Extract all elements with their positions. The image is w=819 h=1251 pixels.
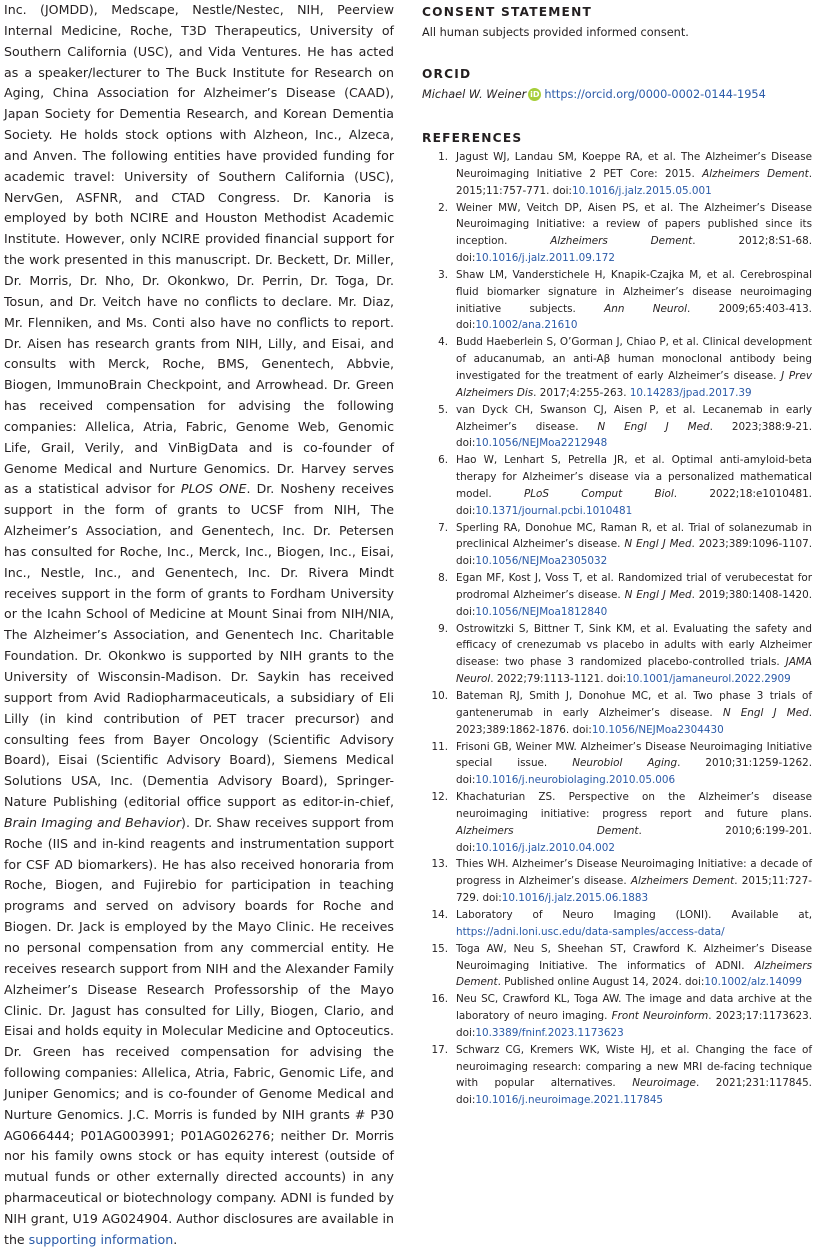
reference-item bbox=[422, 688, 812, 739]
reference-details: . 2010;6:199-201. doi: bbox=[456, 824, 812, 854]
reference-number: 16. bbox=[431, 993, 448, 1006]
reference-item bbox=[422, 907, 812, 941]
reference-text: Schwarz CG, Kremers WK, Wiste HJ, et al. Changing the face of neuroimaging research: comparing a new MRI de-facing technique with popular alternatives. bbox=[456, 1043, 812, 1090]
reference-journal: N Engl J Med bbox=[624, 538, 692, 551]
reference-item bbox=[422, 991, 812, 1042]
reference-text: Jagust WJ, Landau SM, Koeppe RA, et al. The Alzheimer’s Disease Neuroimaging Initiative 2 PET Core: 2015. bbox=[456, 151, 812, 180]
reference-text: Budd Haeberlein S, O’Gorman J, Chiao P, et al. Clinical development of aducanumab, an anti-Aβ human monoclonal antibody being investigated for the treatment of early Alzheimer’s disease. bbox=[456, 336, 812, 382]
reference-journal: Alzheimers Dement bbox=[550, 235, 693, 248]
reference-text: van Dyck CH, Swanson CJ, Aisen P, et al. Lecanemab in early Alzheimer’s disease. bbox=[456, 403, 812, 433]
reference-number: 14. bbox=[431, 908, 448, 921]
reference-item bbox=[422, 941, 812, 992]
reference-doi-link[interactable]: 10.1016/j.jalz.2015.06.1883 bbox=[501, 892, 649, 905]
disclosures-text-1: Inc. (JOMDD), Medscape, Nestle/Nestec, NIH, Peerview Internal Medicine, Roche, T3D Therapeutics, University of Southern California (USC), and Vida Ventures. He has acted as a speaker/lecturer to The Buck Institute for Research on Aging, China Association for Alzheimer’s Disease (CAAD), Japan Society for Dementia Research, and Korean Dementia Society. He holds stock options with Alzheon, Inc., Alzeca, and Anven. The following entities have provided funding for academic travel: University of Southern California (USC), NervGen, ASFNR, and CTAD Congress. Dr. Kanoria is employed by both NCIRE and Houston Methodist Academic Institute. However, only NCIRE provided financial support for the work presented in this manuscript. Dr. Beckett, Dr. Miller, Dr. Morris, Dr. Nho, Dr. Okonkwo, Dr. Perrin, Dr. Toga, Dr. Tosun, and Dr. Veitch have no conflicts to declare. Mr. Diaz, Mr. Flenniken, and Ms. Conti also have no conflicts to report. Dr. Aisen has research grants from NIH, Lilly, and Eisai, and consults with Merck, Roche, BMS, Genentech, Abbvie, Biogen, ImmunoBrain Checkpoint, and Arrowhead. Dr. Green has received compensation for advising the following companies: Allelica, Atria, Fabric, Genome Web, Genomic Life, Grail, Verily, and VinBigData and is co-founder of Genome Medical and Nurture Genomics. Dr. Harvey serves as a statistical advisor for bbox=[4, 2, 394, 497]
reference-number: 10. bbox=[431, 690, 448, 702]
reference-number: 3. bbox=[438, 268, 448, 281]
reference-number: 12. bbox=[431, 791, 448, 804]
reference-journal: PLoS Comput Biol bbox=[523, 487, 674, 500]
disclosures-text-2: . Dr. Nosheny receives support in the form of grants to UCSF from NIH, The Alzheimer’s Association, and Genentech, Inc. Dr. Petersen has consulted for Roche, Inc., Merck, Inc., Biogen, Inc., Eisai, Inc., Nestle, Inc., and Genentech, Inc. Dr. Rivera Mindt receives support in the form of grants to Fordham University or the Icahn School of Medicine at Mount Sinai from NIH/NIA, The Alzheimer’s Association, and Genentech Inc. Charitable Foundation. Dr. Okonkwo is supported by NIH grants to the University of Wisconsin-Madison. Dr. Saykin has received support from Avid Radiopharmaceuticals, a subsidiary of Eli Lilly (in kind contribution of PET tracer precursor) and consulting fees from Bayer Oncology (Scientific Advisory Board), Eisai (Scientific Advisory Board), Siemens Medical Solutions USA, Inc. (Dementia Advisory Board), Springer-Nature Publishing (editorial office support as editor-in-chief, bbox=[4, 481, 394, 810]
reference-number: 7. bbox=[438, 521, 448, 534]
reference-journal: J Prev Alzheimers Dis bbox=[456, 369, 813, 399]
reference-item bbox=[422, 452, 812, 519]
reference-doi-link[interactable]: 10.1016/j.jalz.2010.04.002 bbox=[475, 841, 616, 854]
orcid-entry bbox=[422, 88, 766, 101]
reference-number: 17. bbox=[431, 1043, 448, 1056]
references-heading: REFERENCES bbox=[422, 131, 523, 145]
reference-doi-link[interactable]: 10.1016/j.jalz.2015.05.001 bbox=[572, 184, 712, 197]
consent-heading: CONSENT STATEMENT bbox=[422, 5, 592, 19]
reference-details: . 2023;389:1096-1107. doi: bbox=[456, 538, 812, 568]
reference-item bbox=[422, 1042, 812, 1109]
reference-doi-link[interactable]: 10.1016/j.neuroimage.2021.117845 bbox=[475, 1094, 664, 1107]
reference-number: 2. bbox=[438, 201, 448, 214]
reference-number: 9. bbox=[438, 622, 448, 635]
reference-journal: JAMA Neurol bbox=[456, 656, 812, 686]
reference-text: Laboratory of Neuro Imaging (LONI). Available at, bbox=[456, 908, 812, 921]
reference-details: . 2022;79:1113-1121. doi: bbox=[490, 673, 627, 686]
reference-journal: Ann Neurol bbox=[604, 302, 687, 315]
reference-doi-link[interactable]: 10.1016/j.jalz.2011.09.172 bbox=[475, 252, 616, 265]
reference-text: Egan MF, Kost J, Voss T, et al. Randomized trial of verubecestat for prodromal Alzheimer’s disease. bbox=[456, 572, 812, 601]
disclosures-column bbox=[4, 0, 394, 1251]
reference-details: . 2022;18:e1010481. doi: bbox=[456, 487, 812, 517]
reference-doi-link[interactable]: 10.1001/jamaneurol.2022.2909 bbox=[626, 673, 791, 686]
reference-journal: Neuroimage bbox=[632, 1077, 696, 1090]
reference-item bbox=[422, 789, 812, 856]
reference-number: 6. bbox=[438, 454, 448, 467]
orcid-url-link[interactable]: https://orcid.org/0000-0002-0144-1954 bbox=[544, 88, 766, 101]
reference-journal: Alzheimers Dement bbox=[702, 167, 809, 180]
reference-doi-link[interactable]: 10.14283/jpad.2017.39 bbox=[629, 386, 752, 399]
reference-journal: Alzheimers Dement bbox=[630, 875, 735, 888]
reference-details: . Published online August 14, 2024. doi: bbox=[497, 976, 705, 989]
reference-text: Ostrowitzki S, Bittner T, Sink KM, et al. Evaluating the safety and efficacy of crenezumab vs placebo in adults with early Alzheimer disease: two phase 3 randomized placebo-controlled trials. bbox=[456, 622, 812, 669]
reference-item bbox=[422, 334, 812, 401]
reference-item bbox=[422, 267, 812, 334]
reference-text: Shaw LM, Vanderstichele H, Knapik-Czajka M, et al. Cerebrospinal fluid biomarker signature in Alzheimer’s disease neuroimaging initiative subjects. bbox=[456, 268, 812, 315]
reference-details: . 2021;231:117845. doi: bbox=[456, 1077, 812, 1107]
reference-item bbox=[422, 520, 812, 571]
reference-text: Frisoni GB, Weiner MW. Alzheimer’s Disease Neuroimaging Initiative special issue. bbox=[456, 740, 812, 770]
reference-text: Neu SC, Crawford KL, Toga AW. The image and data archive at the laboratory of neuro imaging. bbox=[456, 993, 812, 1023]
reference-number: 1. bbox=[438, 151, 448, 163]
supporting-information-link[interactable]: supporting information bbox=[28, 1231, 174, 1247]
reference-number: 13. bbox=[431, 858, 448, 871]
reference-item bbox=[422, 570, 812, 621]
reference-details: . 2012;8:S1-68. doi: bbox=[456, 235, 812, 265]
consent-text: All human subjects provided informed consent. bbox=[422, 26, 689, 39]
reference-doi-link[interactable]: 10.1016/j.neurobiolaging.2010.05.006 bbox=[475, 774, 676, 787]
reference-journal: Front Neuroinform bbox=[611, 1010, 709, 1023]
reference-number: 15. bbox=[431, 942, 448, 955]
reference-text: Sperling RA, Donohue MC, Raman R, et al. Trial of solanezumab in preclinical Alzheimer’s disease. bbox=[456, 521, 812, 551]
reference-details: . 2023;388:9-21. doi: bbox=[456, 420, 812, 450]
reference-text: Hao W, Lenhart S, Petrella JR, et al. Optimal anti-amyloid-beta therapy for Alzheimer’s disease via a personalized mathematical model. bbox=[456, 454, 812, 500]
reference-item bbox=[422, 149, 812, 200]
journal-brain-imaging: Brain Imaging and Behavior bbox=[4, 814, 182, 830]
orcid-icon: iD bbox=[530, 90, 540, 99]
reference-details: . 2015;11:727-729. doi: bbox=[456, 875, 812, 905]
reference-item bbox=[422, 621, 812, 688]
reference-item bbox=[422, 739, 812, 790]
reference-number: 4. bbox=[438, 336, 448, 349]
reference-number: 8. bbox=[438, 572, 448, 585]
reference-doi-link[interactable]: 10.1056/NEJMoa1812840 bbox=[475, 605, 608, 618]
reference-journal: N Engl J Med bbox=[624, 588, 692, 601]
reference-details: . 2015;11:757-771. doi: bbox=[456, 167, 812, 197]
reference-item bbox=[422, 402, 812, 453]
reference-doi-link[interactable]: 10.1371/journal.pcbi.1010481 bbox=[475, 504, 633, 517]
reference-doi-link[interactable]: 10.1056/NEJMoa2304430 bbox=[591, 723, 724, 736]
reference-doi-link[interactable]: 10.1002/alz.14099 bbox=[704, 976, 802, 989]
reference-journal: N Engl J Med bbox=[597, 420, 710, 433]
reference-doi-link[interactable]: 10.3389/fninf.2023.1173623 bbox=[475, 1026, 624, 1039]
reference-journal: Alzheimers Dement bbox=[456, 824, 639, 837]
reference-item bbox=[422, 856, 812, 907]
journal-plos-one: PLOS ONE bbox=[180, 481, 247, 497]
reference-details: . 2009;65:403-413. doi: bbox=[456, 302, 812, 332]
reference-details: . 2017;4:255-263. bbox=[533, 386, 630, 399]
reference-text: Weiner MW, Veitch DP, Aisen PS, et al. The Alzheimer’s Disease Neuroimaging Initiative: a review of papers published since its inception. bbox=[456, 201, 812, 248]
reference-item bbox=[422, 200, 812, 267]
reference-number: 11. bbox=[431, 740, 448, 753]
reference-doi-link[interactable]: 10.1002/ana.21610 bbox=[475, 319, 578, 332]
disclosures-text-3: ). Dr. Shaw receives support from Roche (IIS and in-kind reagents and instrumentation support for CSF AD biomarkers). He has also received honoraria from Roche, Biogen, and Fujirebio for participation in teaching programs and served on advisory boards for Roche and Biogen. Dr. Jack is employed by the Mayo Clinic. He receives no personal compensation from any commercial entity. He receives research support from NIH and the Alexander Family Alzheimer’s Disease Research Professorship of the Mayo Clinic. Dr. Jagust has consulted for Lilly, Biogen, Clario, and Eisai and holds equity in Molecular Medicine and Optoceutics. Dr. Green has received compensation for advising the following companies: Allelica, Atria, Fabric, Genomic Life, and Juniper Genomics; and is co-founder of Genome Medical and Nurture Genomics. J.C. Morris is funded by NIH grants # P30 AG066444; P01AG003991; P01AG026276; neither Dr. Morris nor his family owns stock or has equity interest (outside of mutual funds or other externally directed accounts) in any pharmaceutical or biotechnology company. ADNI is funded by NIH grant, U19 AG024904. Author disclosures are available in the bbox=[4, 814, 394, 1247]
reference-journal: Neurobiol Aging bbox=[572, 757, 678, 770]
reference-text: Bateman RJ, Smith J, Donohue MC, et al. Two phase 3 trials of gantenerumab in early Alzheimer’s disease. bbox=[456, 690, 812, 719]
reference-text: Khachaturian ZS. Perspective on the Alzheimer’s disease neuroimaging initiative: progress report and future plans. bbox=[456, 791, 812, 820]
disclosures-paragraph bbox=[4, 0, 394, 1251]
orcid-author-name: Michael W. Weiner bbox=[422, 88, 527, 101]
reference-text: Toga AW, Neu S, Sheehan ST, Crawford K. Alzheimer’s Disease Neuroimaging Initiative. The informatics of ADNI. bbox=[456, 942, 812, 972]
reference-details: . 2019;380:1408-1420. doi: bbox=[456, 588, 812, 618]
reference-doi-link[interactable]: 10.1056/NEJMoa2305032 bbox=[475, 555, 608, 568]
reference-journal: N Engl J Med bbox=[722, 706, 809, 719]
reference-number: 5. bbox=[438, 403, 448, 416]
reference-details: . 2023;17:1173623. doi: bbox=[456, 1010, 812, 1039]
reference-doi-link[interactable]: https://adni.loni.usc.edu/data-samples/access-data/ bbox=[456, 925, 725, 938]
reference-text: Thies WH. Alzheimer’s Disease Neuroimaging Initiative: a decade of progress in Alzheimer’s disease. bbox=[456, 858, 812, 888]
orcid-heading: ORCID bbox=[422, 67, 472, 81]
reference-details: . 2010;31:1259-1262. doi: bbox=[456, 757, 813, 787]
reference-details: . 2023;389:1862-1876. doi: bbox=[456, 706, 812, 736]
reference-doi-link[interactable]: 10.1056/NEJMoa2212948 bbox=[475, 437, 608, 450]
disclosures-final-period: . bbox=[173, 1231, 178, 1247]
references-list bbox=[422, 149, 812, 1109]
reference-journal: Alzheimers Dement bbox=[456, 959, 812, 989]
